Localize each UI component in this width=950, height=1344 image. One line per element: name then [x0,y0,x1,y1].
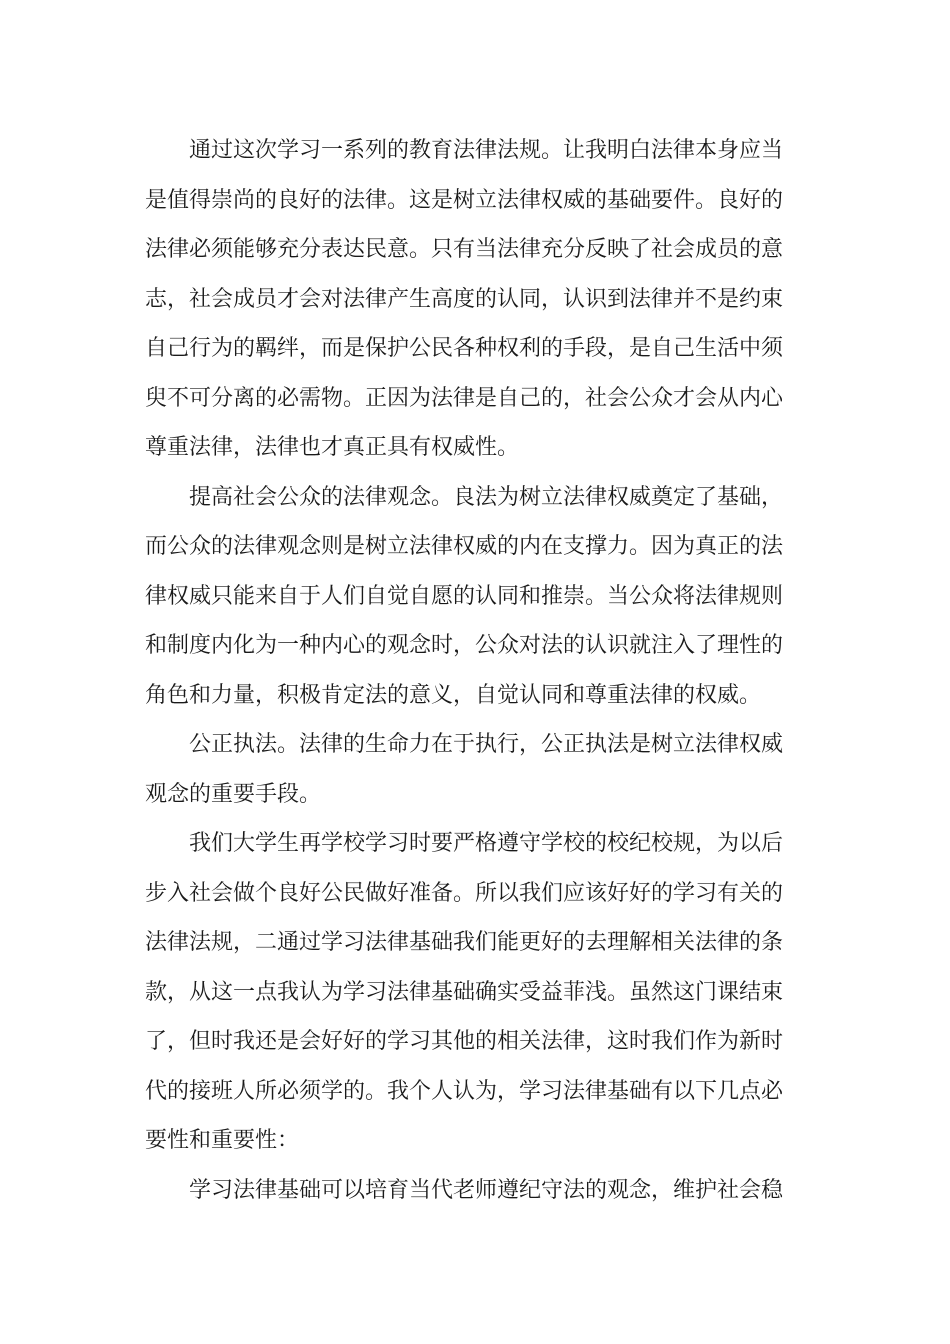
document-body [145,126,805,1215]
text-line: 法律法规，二通过学习法律基础我们能更好的去理解相关法律的条 [145,930,784,955]
text-line: 律权威只能来自于人们自觉自愿的认同和推崇。当公众将法律规则 [145,583,784,609]
text-line: 是值得崇尚的良好的法律。这是树立法律权威的基础要件。良好的 [145,187,784,213]
text-line: 观念的重要手段。 [145,781,322,807]
text-line: 要性和重要性： [145,1128,300,1153]
paragraph-1 [145,126,805,473]
text-line: 和制度内化为一种内心的观念时，公众对法的认识就注入了理性的 [145,633,784,658]
text-line: 代的接班人所必须学的。我个人认为，学习法律基础有以下几点必 [145,1078,784,1104]
text-line: 公正执法。法律的生命力在于执行，公正执法是树立法律权威 [189,732,784,757]
text-line: 尊重法律，法律也才真正具有权威性。 [145,435,520,460]
paragraph-5 [145,1166,805,1216]
text-line: 我们大学生再学校学习时要严格遵守学校的校纪校规，为以后 [189,831,784,856]
paragraph-2 [145,473,805,721]
text-line: 自己行为的羁绊，而是保护公民各种权利的手段，是自己生活中须 [145,336,784,361]
paragraph-4 [145,819,805,1166]
text-line: 了，但时我还是会好好的学习其他的相关法律，这时我们作为新时 [145,1029,784,1054]
text-line: 步入社会做个良好公民做好准备。所以我们应该好好的学习有关的 [145,880,784,906]
text-line: 志，社会成员才会对法律产生高度的认同，认识到法律并不是约束 [145,286,784,312]
text-line: 通过这次学习一系列的教育法律法规。让我明白法律本身应当 [189,138,784,163]
text-line: 法律必须能够充分表达民意。只有当法律充分反映了社会成员的意 [145,237,784,262]
text-line: 而公众的法律观念则是树立法律权威的内在支撑力。因为真正的法 [145,534,784,559]
paragraph-3 [145,720,805,819]
text-line: 款，从这一点我认为学习法律基础确实受益菲浅。虽然这门课结束 [145,979,784,1005]
text-line: 提高社会公众的法律观念。良法为树立法律权威奠定了基础， [189,484,784,510]
text-line: 学习法律基础可以培育当代老师遵纪守法的观念，维护社会稳 [189,1177,784,1203]
text-line: 臾不可分离的必需物。正因为法律是自己的，社会公众才会从内心 [145,385,784,411]
text-line: 角色和力量，积极肯定法的意义，自觉认同和尊重法律的权威。 [145,682,762,708]
